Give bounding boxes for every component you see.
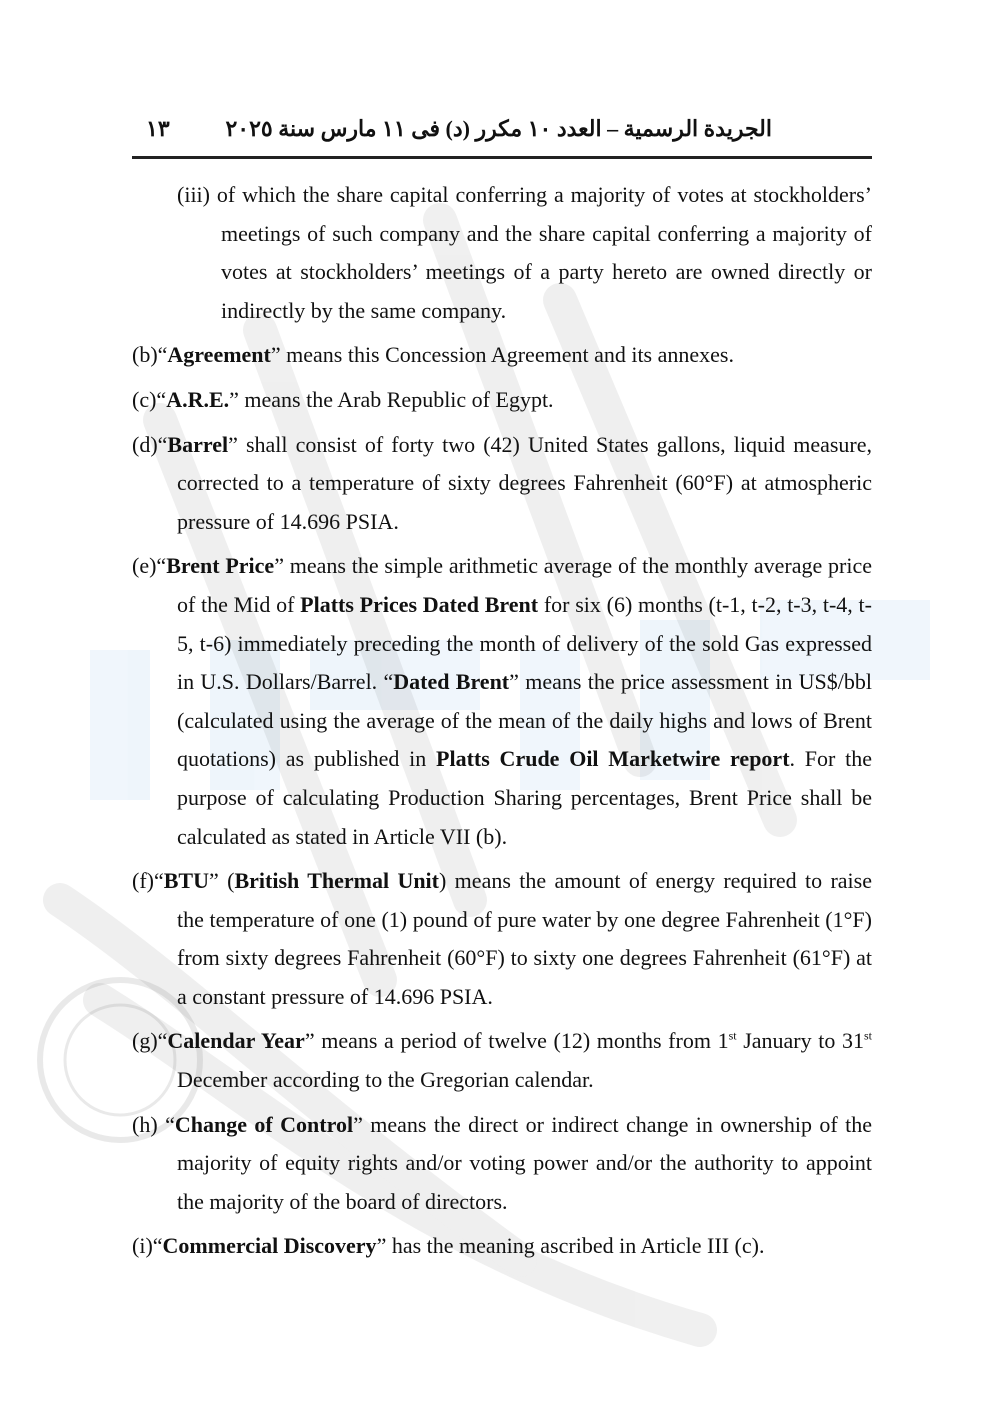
defined-term: Calendar Year bbox=[167, 1028, 305, 1054]
clause-text: of which the share capital conferring a majority of votes at stockholders’ meetings of such company and the share capital conferring a majority of votes at stockholders’ meetings of a party hereto are owned directly or indirectly by the same company. bbox=[216, 182, 872, 323]
defined-term: Barrel bbox=[167, 431, 229, 457]
definition-text: ” means this Concession Agreement and its annexes. bbox=[270, 342, 734, 368]
definition-btu bbox=[132, 862, 872, 1016]
definition-text: ) means the amount of energy required to raise the temperature of one (1) pound of pure water by one degree Fahrenheit (1°F) from sixty degrees Fahrenheit (60°F) to sixty one degrees Fahrenheit (61°F) at a constant pressure of 14.696 PSIA. bbox=[177, 868, 872, 1009]
definition-text: . For the purpose of calculating Production Sharing percentages, Brent Price shall be calculated as stated in Article VII (b). bbox=[177, 746, 872, 849]
definition-agreement bbox=[132, 336, 872, 375]
clause-label: (b)“ bbox=[132, 342, 168, 368]
ordinal-suffix: st bbox=[728, 1029, 737, 1044]
page-header bbox=[132, 112, 872, 159]
clause-label: (g)“ bbox=[132, 1028, 168, 1054]
definition-commercial-discovery bbox=[132, 1227, 872, 1266]
definition-brent-price bbox=[132, 547, 872, 856]
gazette-title: الجريدة الرسمية – العدد ١٠ مكرر (د) فى ١١ مارس سنة ٢٠٢٥ bbox=[225, 116, 772, 141]
clause-label: (e)“ bbox=[132, 553, 167, 579]
definition-text: ” means a period of twelve (12) months from 1 bbox=[304, 1028, 729, 1054]
defined-term: Commercial Discovery bbox=[162, 1233, 377, 1259]
definition-barrel bbox=[132, 426, 872, 542]
definition-text: ” means the direct or indirect change in ownership of the majority of equity rights and/or voting power and/or the authority to appoint the majority of the board of directors. bbox=[177, 1111, 872, 1214]
clause-label: (iii) bbox=[177, 182, 210, 207]
definition-are bbox=[132, 381, 872, 420]
clause-label: (f)“ bbox=[132, 868, 164, 894]
bold-reference: Platts Crude Oil Marketwire report bbox=[436, 746, 790, 772]
clause-label: (c)“ bbox=[132, 386, 167, 412]
definition-text: ” means the price assessment in US$/bbl (calculated using the average of the mean of the daily highs and lows of Brent quotations) as published in bbox=[177, 669, 872, 772]
definition-text: ” means the Arab Republic of Egypt. bbox=[229, 386, 554, 412]
definition-text: January to 31 bbox=[736, 1028, 865, 1054]
definition-text: December according to the Gregorian calendar. bbox=[177, 1067, 594, 1093]
definition-text: ” has the meaning ascribed in Article III (c). bbox=[376, 1233, 765, 1259]
defined-term: Brent Price bbox=[166, 553, 275, 579]
page-number: ١٣ bbox=[146, 116, 170, 141]
clause-label: (h) “ bbox=[132, 1111, 175, 1137]
defined-term: Change of Control bbox=[174, 1111, 354, 1137]
defined-term: A.R.E. bbox=[166, 386, 230, 412]
ordinal-suffix: st bbox=[864, 1029, 873, 1044]
definition-calendar-year bbox=[132, 1022, 872, 1099]
definition-text: ” shall consist of forty two (42) United States gallons, liquid measure, corrected to a temperature of sixty degrees Fahrenheit (60°F) at atmospheric pressure of 14.696 PSIA. bbox=[177, 431, 872, 534]
defined-term: Agreement bbox=[167, 342, 271, 368]
defined-term: BTU bbox=[163, 868, 209, 894]
definition-text: for six (6) months (t-1, t-2, t-3, t-4, t-5, t-6) immediately preceding the month of delivery of the sold Gas expressed in U.S. Dollars/Barrel. “ bbox=[177, 591, 872, 695]
clause-label: (i)“ bbox=[132, 1233, 163, 1259]
definition-text: ” means the simple arithmetic average of the monthly average price of the Mid of bbox=[177, 553, 872, 617]
bold-reference: British Thermal Unit bbox=[234, 868, 439, 894]
document-body bbox=[132, 176, 872, 1272]
definition-text: ” ( bbox=[209, 868, 235, 894]
defined-term: Dated Brent bbox=[393, 669, 510, 695]
bold-reference: Platts Prices Dated Brent bbox=[300, 591, 539, 617]
clause-a-iii bbox=[132, 176, 872, 330]
definition-change-of-control bbox=[132, 1106, 872, 1222]
clause-label: (d)“ bbox=[132, 431, 168, 457]
